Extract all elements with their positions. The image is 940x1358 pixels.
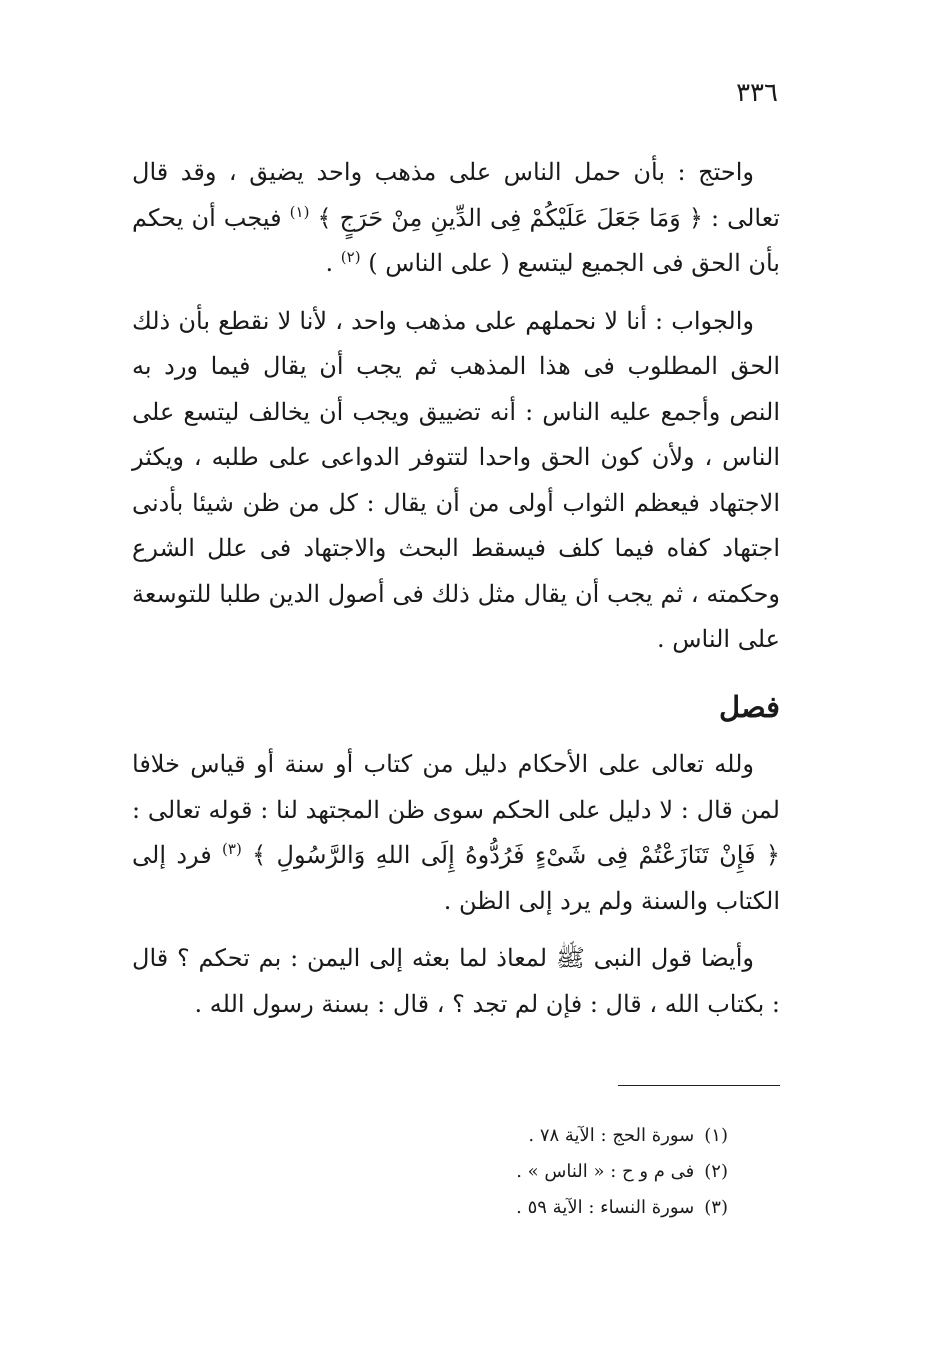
paragraph-text: . — [325, 249, 334, 277]
footnote-number: (١) — [704, 1125, 728, 1146]
footnote-text: فى م و ح : « الناس » . — [516, 1161, 695, 1182]
footnote-text: سورة النساء : الآية ٥٩ . — [516, 1197, 695, 1218]
paragraph-text: ولله تعالى على الأحكام دليل من كتاب أو سنة أو قياس خلافا لمن قال : لا دليل على الحكم سوى ظن المجتهد لنا : قوله تعالى : ﴿ فَإِنْ تَنَازَعْتُمْ فِى شَىْءٍ فَرُدُّوهُ إِلَى اللهِ وَالرَّسُولِ ﴾ — [132, 750, 780, 869]
paragraph-text: فيجب أن يحكم بأن الحق فى الجميع ليتسع ( على الناس ) — [132, 203, 780, 277]
footnote-number: (٢) — [704, 1161, 728, 1182]
paragraph-evidence — [132, 742, 780, 924]
paragraph-text: فرد إلى الكتاب والسنة ولم يرد إلى الظن . — [132, 841, 780, 915]
footnote-divider — [618, 1085, 780, 1086]
page-number: ٣٣٦ — [736, 78, 778, 108]
footnotes — [368, 1118, 728, 1226]
footnote-item — [368, 1118, 728, 1154]
paragraph-answer: والجواب : أنا لا نحملهم على مذهب واحد ، لأنا لا نقطع بأن ذلك الحق المطلوب فى هذا المذهب ثم يجب أن يقال فيما ورد به النص وأجمع عليه الناس : أنه تضييق ويجب أن يخالف ليتسع على الناس ، ولأن كون الحق واحدا لتتوفر الدواعى على طلبه ، ويكثر الاجتهاد فيعظم الثواب أولى من أن يقال : كل من ظن شيئا بأدنى اجتهاد كفاه فيما كلف فيسقط البحث والاجتهاد فى علل الشرع وحكمته ، ثم يجب أن يقال مثل ذلك فى أصول الدين طلبا للتوسعة على الناس . — [132, 306, 780, 653]
section-heading: فصل — [719, 689, 780, 724]
footnote-item — [368, 1154, 728, 1190]
paragraph-text: واحتج : بأن حمل الناس على مذهب واحد يضيق ، وقد قال تعالى : ﴿ وَمَا جَعَلَ عَلَيْكُمْ فِى الدِّينِ مِنْ حَرَجٍ ﴾ — [132, 158, 780, 232]
footnote-item — [368, 1190, 728, 1226]
paragraph-hadith: وأيضا قول النبى ﷺ لمعاذ لما بعثه إلى اليمن : بم تحكم ؟ قال : بكتاب الله ، قال : فإن لم تجد ؟ ، قال : بسنة رسول الله . — [132, 944, 780, 1018]
footnote-text: سورة الحج : الآية ٧٨ . — [528, 1125, 695, 1146]
footnote-number: (٣) — [704, 1197, 728, 1218]
footnote-ref-2[interactable]: (٢) — [340, 248, 361, 266]
main-text — [132, 150, 780, 1027]
footnote-ref-1[interactable]: (١) — [289, 202, 310, 221]
footnote-ref-3[interactable]: (٣) — [222, 840, 242, 858]
paragraph-argument — [132, 150, 780, 287]
